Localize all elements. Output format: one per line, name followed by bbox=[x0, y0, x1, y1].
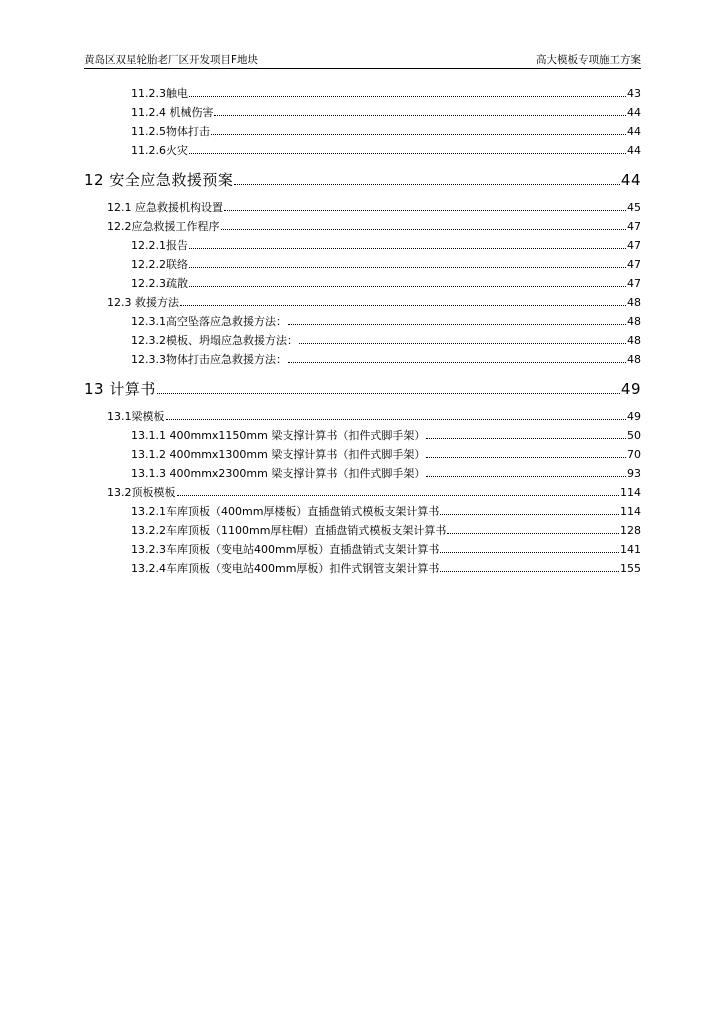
toc-page-number: 48 bbox=[627, 296, 641, 309]
toc-page-number: 44 bbox=[627, 106, 641, 119]
toc-page-number: 47 bbox=[627, 220, 641, 233]
toc-entry-level-3[interactable] bbox=[131, 332, 641, 348]
toc-entry-title: 13.2.1车库顶板（400mm厚楼板）直插盘销式模板支架计算书 bbox=[131, 505, 440, 518]
toc-entry-level-3[interactable] bbox=[131, 351, 641, 367]
toc-entry-level-3[interactable] bbox=[131, 85, 641, 101]
toc-page-number: 48 bbox=[627, 334, 641, 347]
toc-entry-level-1[interactable] bbox=[84, 169, 641, 190]
toc-dot-leader bbox=[288, 323, 626, 325]
toc-dot-leader bbox=[189, 95, 626, 97]
toc-page-number: 47 bbox=[627, 258, 641, 271]
toc-dot-leader bbox=[214, 114, 626, 116]
toc-page-number: 43 bbox=[627, 87, 641, 100]
toc-dot-leader bbox=[211, 133, 626, 135]
toc-page-number: 114 bbox=[620, 486, 641, 499]
toc-entry-title: 12.2.1报告 bbox=[131, 239, 188, 252]
toc-entry-level-3[interactable] bbox=[131, 427, 641, 443]
toc-entry-title: 11.2.6火灾 bbox=[131, 144, 188, 157]
toc-dot-leader bbox=[440, 513, 619, 515]
toc-entry-title: 13.1.3 400mmx2300mm 梁支撑计算书（扣件式脚手架） bbox=[131, 467, 426, 480]
toc-entry-title: 11.2.3触电 bbox=[131, 87, 188, 100]
toc-dot-leader bbox=[426, 475, 626, 477]
toc-entry-level-2[interactable] bbox=[107, 484, 641, 500]
toc-entry-level-2[interactable] bbox=[107, 408, 641, 424]
toc-entry-level-3[interactable] bbox=[131, 275, 641, 291]
toc-entry-title: 13.1.2 400mmx1300mm 梁支撑计算书（扣件式脚手架） bbox=[131, 448, 426, 461]
toc-entry-level-2[interactable] bbox=[107, 218, 641, 234]
toc-dot-leader bbox=[177, 494, 620, 496]
toc-page-number: 44 bbox=[627, 125, 641, 138]
toc-entry-level-3[interactable] bbox=[131, 256, 641, 272]
toc-page-number: 155 bbox=[620, 562, 641, 575]
toc-page-number: 47 bbox=[627, 239, 641, 252]
toc-dot-leader bbox=[189, 285, 626, 287]
toc-dot-leader bbox=[440, 570, 619, 572]
toc-page-number: 49 bbox=[620, 380, 641, 398]
toc-entry-level-3[interactable] bbox=[131, 560, 641, 576]
toc-entry-level-3[interactable] bbox=[131, 541, 641, 557]
toc-entry-title: 12.2应急救援工作程序 bbox=[107, 220, 220, 233]
toc-entry-level-3[interactable] bbox=[131, 313, 641, 329]
toc-entry-title: 12.1 应急救援机构设置 bbox=[107, 201, 223, 214]
toc-dot-leader bbox=[189, 266, 626, 268]
toc-entry-title: 11.2.5物体打击 bbox=[131, 125, 210, 138]
toc-entry-title: 12.2.3疏散 bbox=[131, 277, 188, 290]
page-header bbox=[84, 52, 641, 69]
toc-entry-level-3[interactable] bbox=[131, 123, 641, 139]
toc-entry-level-3[interactable] bbox=[131, 237, 641, 253]
toc-entry-title: 12 安全应急救援预案 bbox=[84, 171, 234, 189]
toc-page-number: 49 bbox=[627, 410, 641, 423]
toc-page-number: 128 bbox=[620, 524, 641, 537]
toc-entry-title: 12.3.3物体打击应急救援方法： bbox=[131, 353, 287, 366]
toc-dot-leader bbox=[299, 342, 626, 344]
toc-entry-level-2[interactable] bbox=[107, 294, 641, 310]
toc-dot-leader bbox=[224, 209, 626, 211]
toc-dot-leader bbox=[288, 361, 626, 363]
toc-dot-leader bbox=[440, 551, 619, 553]
toc-entry-title: 13 计算书 bbox=[84, 380, 156, 398]
toc-dot-leader bbox=[180, 304, 626, 306]
toc-entry-level-1[interactable] bbox=[84, 378, 641, 399]
toc-entry-title: 13.1.1 400mmx1150mm 梁支撑计算书（扣件式脚手架） bbox=[131, 429, 426, 442]
header-document-title: 高大模板专项施工方案 bbox=[536, 54, 641, 66]
toc-dot-leader bbox=[189, 152, 626, 154]
toc-entry-level-3[interactable] bbox=[131, 522, 641, 538]
toc-page-number: 48 bbox=[627, 315, 641, 328]
toc-entry-level-2[interactable] bbox=[107, 199, 641, 215]
toc-entry-title: 11.2.4 机械伤害 bbox=[131, 106, 214, 119]
toc-entry-level-3[interactable] bbox=[131, 446, 641, 462]
toc-page-number: 50 bbox=[627, 429, 641, 442]
toc-entry-title: 13.2.2车库顶板（1100mm厚柱帽）直插盘销式模板支架计算书 bbox=[131, 524, 447, 537]
toc-dot-leader bbox=[221, 228, 627, 230]
header-project-name: 黄岛区双星轮胎老厂区开发项目F地块 bbox=[84, 54, 259, 66]
toc-entry-title: 13.1梁模板 bbox=[107, 410, 165, 423]
toc-dot-leader bbox=[234, 183, 620, 185]
toc-dot-leader bbox=[189, 247, 626, 249]
toc-entry-title: 12.3.1高空坠落应急救援方法： bbox=[131, 315, 287, 328]
toc-page-number: 141 bbox=[620, 543, 641, 556]
toc-page-number: 70 bbox=[627, 448, 641, 461]
toc-entry-level-3[interactable] bbox=[131, 104, 641, 120]
toc-dot-leader bbox=[157, 392, 620, 394]
toc-page-number: 93 bbox=[627, 467, 641, 480]
toc-page-number: 44 bbox=[627, 144, 641, 157]
toc-page-number: 114 bbox=[620, 505, 641, 518]
toc-page-number: 48 bbox=[627, 353, 641, 366]
toc-entry-title: 12.2.2联络 bbox=[131, 258, 188, 271]
toc-entry-level-3[interactable] bbox=[131, 465, 641, 481]
toc-dot-leader bbox=[166, 418, 627, 420]
toc-entry-title: 12.3.2模板、坍塌应急救援方法： bbox=[131, 334, 298, 347]
toc-page-number: 47 bbox=[627, 277, 641, 290]
toc-entry-level-3[interactable] bbox=[131, 503, 641, 519]
toc-page-number: 44 bbox=[620, 171, 641, 189]
toc-entry-level-3[interactable] bbox=[131, 142, 641, 158]
toc-page-number: 45 bbox=[627, 201, 641, 214]
toc-dot-leader bbox=[426, 456, 626, 458]
toc-entry-title: 13.2.4车库顶板（变电站400mm厚板）扣件式钢管支架计算书 bbox=[131, 562, 440, 575]
toc-entry-title: 12.3 救援方法 bbox=[107, 296, 179, 309]
toc-dot-leader bbox=[447, 532, 619, 534]
toc-dot-leader bbox=[426, 437, 626, 439]
toc-entry-title: 13.2.3车库顶板（变电站400mm厚板）直插盘销式支架计算书 bbox=[131, 543, 440, 556]
toc-entry-title: 13.2顶板模板 bbox=[107, 486, 176, 499]
